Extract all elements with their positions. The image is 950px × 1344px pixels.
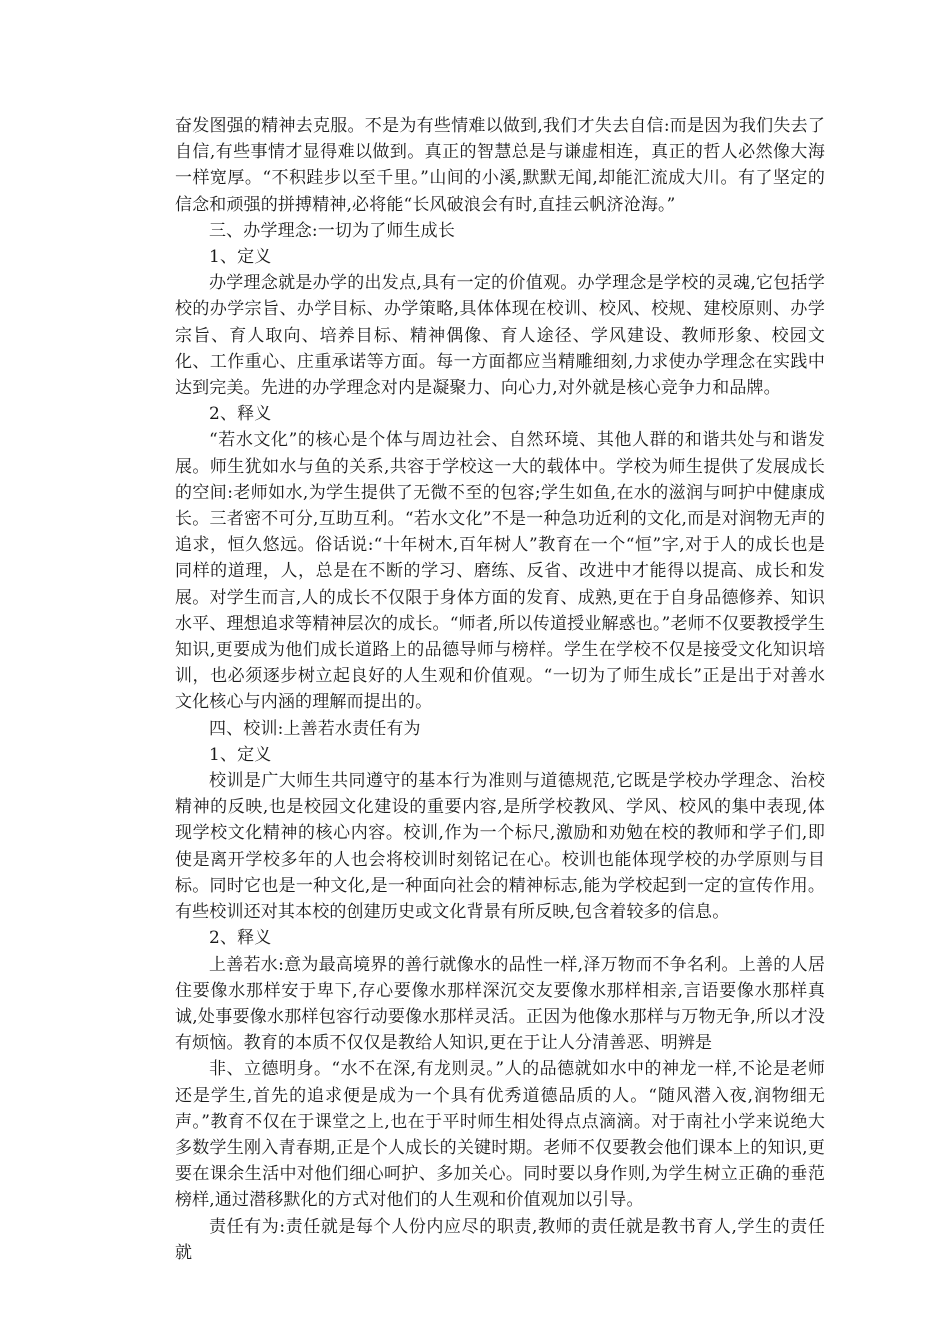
subheading-definition: 1、定义	[209, 247, 272, 268]
section-heading-motto: 四、校训:上善若水责任有为	[209, 718, 421, 739]
section-heading-philosophy: 三、办学理念:一切为了师生成长	[209, 220, 455, 241]
paragraph-shangshan-ruoshui: 上善若水:意为最高境界的善行就像水的品性一样,泽万物而不争名利。上善的人居住要像水那样安于卑下,存心要像水那样深沉交友要像水那样相亲,言语要像水那样真诚,处事要像水那样包容行动要像水那样灵活。正因为他像水那样与万物无争,所以才没有烦恼。教育的本质不仅仅是教给人知识,更在于让人分清善恶、明辨是	[175, 954, 825, 1054]
subheading-interpretation: 2、释义	[209, 404, 272, 425]
paragraph-philosophy-definition: 办学理念就是办学的出发点,具有一定的价值观。办学理念是学校的灵魂,它包括学校的办学宗旨、办学目标、办学策略,具体体现在校训、校风、校规、建校原则、办学宗旨、育人取向、培养目标、精神偶像、育人途径、学风建设、教师形象、校园文化、工作重心、庄重承诺等方面。每一方面都应当精雕细刻,力求使办学理念在实践中达到完美。先进的办学理念对内是凝聚力、向心力,对外就是核心竞争力和品牌。	[175, 273, 825, 399]
subheading-motto-interpretation: 2、释义	[209, 928, 272, 949]
document-body	[175, 113, 825, 1266]
paragraph-moral-education: 非、立德明身。“水不在深,有龙则灵。”人的品德就如水中的神龙一样,不论是老师还是学生,首先的追求便是成为一个具有优秀道德品质的人。“随风潜入夜,润物细无声。”教育不仅在于课堂之上,也在于平时师生相处得点点滴滴。对于南社小学来说绝大多数学生刚入青春期,正是个人成长的关键时期。老师不仅要教会他们课本上的知识,更要在课余生活中对他们细心呵护、多加关心。同时要以身作则,为学生树立正确的垂范榜样,通过潜移默化的方式对他们的人生观和价值观加以引导。	[175, 1059, 825, 1211]
subheading-motto-definition: 1、定义	[209, 744, 272, 765]
paragraph-motto-definition: 校训是广大师生共同遵守的基本行为准则与道德规范,它既是学校办学理念、治校精神的反映,也是校园文化建设的重要内容,是所学校教风、学风、校风的集中表现,体现学校文化精神的核心内容。校训,作为一个标尺,激励和劝勉在校的教师和学子们,即使是离开学校多年的人也会将校训时刻铭记在心。校训也能体现学校的办学原则与目标。同时它也是一种文化,是一种面向社会的精神标志,能为学校起到一定的宣传作用。有些校训还对其本校的创建历史或文化背景有所反映,包含着较多的信息。	[175, 771, 825, 923]
paragraph-philosophy-interpretation: “若水文化”的核心是个体与周边社会、自然环境、其他人群的和谐共处与和谐发展。师生犹如水与鱼的关系,共容于学校这一大的载体中。学校为师生提供了发展成长的空间:老师如水,为学生提供了无微不至的包容;学生如鱼,在水的滋润与呵护中健康成长。三者密不可分,互助互利。“若水文化”不是一种急功近利的文化,而是对润物无声的追求，恒久悠远。俗话说:“十年树木,百年树人”教育在一个“恒”字,对于人的成长也是同样的道理，人，总是在不断的学习、磨练、反省、改进中才能得以提高、成长和发展。对学生而言,人的成长不仅限于身体方面的发育、成熟,更在于自身品德修养、知识水平、理想追求等精神层次的成长。“师者,所以传道授业解惑也。”老师不仅要教授学生知识,更要成为他们成长道路上的品德导师与榜样。学生在学校不仅是接受文化知识培训，也必须逐步树立起良好的人生观和价值观。“一切为了师生成长”正是出于对善水文化核心与内涵的理解而提出的。	[175, 430, 825, 713]
paragraph-responsibility: 责任有为:责任就是每个人份内应尽的职责,教师的责任就是教书育人,学生的责任就	[175, 1216, 825, 1263]
paragraph-continuation: 奋发图强的精神去克服。不是为有些情难以做到,我们才失去自信:而是因为我们失去了自信,有些事情才显得难以做到。真正的智慧总是与谦虚相连，真正的哲人必然像大海一样宽厚。“不积跬步以至千里。”山间的小溪,默默无闻,却能汇流成大川。有了坚定的信念和顽强的拼搏精神,必将能“长风破浪会有时,直挂云帆济沧海。”	[175, 116, 825, 215]
